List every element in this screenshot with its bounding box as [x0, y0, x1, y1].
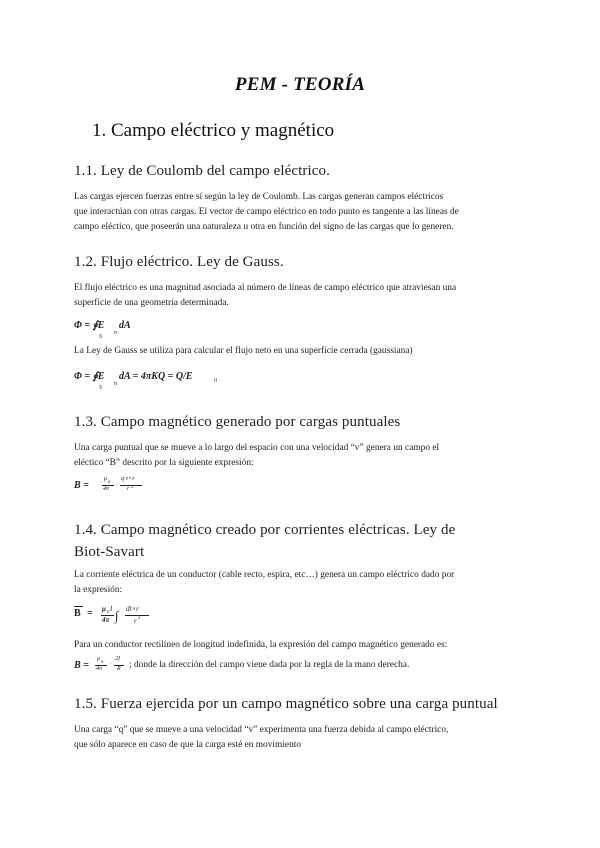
- heading-line: Biot-Savart: [74, 544, 145, 560]
- text-line: superficie de una geometría determinada.: [74, 298, 229, 308]
- eq-wire-dot: ·: [110, 661, 112, 667]
- eq-pc-den1: 4π: [103, 486, 110, 492]
- fraction-bar: [125, 615, 149, 616]
- text-line: Una carga “q” que se mueve a una velocidad “v” experimenta una fuerza debida al campo eléctrico,: [74, 725, 449, 735]
- eq-bs-num2: dl×r: [126, 605, 139, 613]
- eq-wire-num2: 2I: [115, 656, 120, 662]
- eq-wire-num1: μ: [97, 656, 101, 662]
- text-line: la expresión:: [74, 585, 123, 595]
- eq-wire-lhs: B =: [74, 660, 89, 671]
- section-heading-1-1: 1.1. Ley de Coulomb del campo eléctrico.: [74, 163, 331, 179]
- eq-flux-rhs: dA: [119, 320, 131, 331]
- section-heading-1-3: 1.3. Campo magnético generado por cargas puntuales: [74, 414, 401, 430]
- text-line: Una carga puntual que se mueve a lo largo del espacio con una velocidad “v” genera un campo el: [74, 443, 440, 453]
- text-line: eléctico “B” descrito por la siguiente expresión:: [74, 458, 254, 468]
- eq-pc-den2-sup: 2: [131, 484, 134, 489]
- chapter-heading: 1. Campo eléctrico y magnético: [92, 120, 335, 141]
- eq-bs-num1-tail: I: [110, 605, 113, 613]
- eq-bs-den2-sup: 2: [138, 615, 141, 620]
- eq-pc-den2: r: [127, 486, 130, 492]
- paragraph-1-5: [74, 723, 534, 753]
- eq-gauss-lhs: Φ = ∮E: [74, 371, 105, 382]
- paragraph-1-3: [74, 441, 534, 471]
- equation-gauss: [74, 371, 217, 391]
- equation-point-charge: [74, 476, 194, 500]
- section-heading-1-5: 1.5. Fuerza ejercida por un campo magnético sobre una carga puntual: [74, 696, 498, 712]
- eq-wire-inline-text: ; donde la dirección del campo viene dada por la regla de la mano derecha.: [129, 660, 410, 670]
- eq-gauss-sub-s: S: [99, 385, 102, 391]
- eq-pc-dot: ·: [117, 481, 119, 487]
- eq-wire-den2: R: [117, 666, 121, 672]
- equation-wire: [74, 656, 534, 680]
- eq-bs-lhs: B: [74, 608, 81, 619]
- eq-flux-lhs: Φ = ∮E: [74, 320, 105, 331]
- eq-bs-eq: =: [87, 608, 93, 619]
- document-title: PEM - TEORÍA: [234, 74, 366, 95]
- eq-gauss-sub-0: 0: [214, 378, 217, 384]
- eq-pc-num1: μ: [104, 476, 108, 482]
- eq-bs-num1-sub: 0: [107, 609, 110, 614]
- section-heading-1-2: 1.2. Flujo eléctrico. Ley de Gauss.: [74, 254, 284, 270]
- eq-flux-sub-n: n: [114, 330, 117, 336]
- heading-line: 1.4. Campo magnético creado por corrientes eléctricas. Ley de: [74, 522, 456, 538]
- eq-pc-lhs: B =: [74, 480, 89, 491]
- eq-wire-num1-sub: 0: [101, 659, 104, 664]
- text-line: La corriente eléctrica de un conductor (cable recto, espira, etc…) genera un campo eléctrico dado por: [74, 570, 455, 580]
- eq-wire-den1: 4π: [96, 666, 103, 672]
- eq-pc-num2: q v×r: [121, 476, 135, 482]
- section-heading-1-4: [74, 519, 455, 563]
- paragraph-1-4: [74, 568, 534, 598]
- equation-biot-savart: [74, 605, 194, 634]
- eq-bs-num1: μ: [102, 605, 106, 613]
- eq-pc-num1-sub: 0: [108, 479, 111, 484]
- eq-bs-den1: 4π: [102, 616, 110, 624]
- eq-bs-integral: ∫: [115, 608, 119, 623]
- eq-gauss-rhs: dA = 4πKQ = Q/E: [119, 371, 193, 382]
- eq-bs-den2: r: [134, 617, 137, 625]
- text-line: El flujo eléctrico es una magnitud asociada al número de líneas de campo eléctrico que atraviesan una: [74, 283, 457, 293]
- text-line: Las cargas ejercen fuerzas entre sí según la ley de Coulomb. Las cargas generan campos eléctricos: [74, 192, 444, 202]
- equation-flux: [74, 320, 131, 340]
- text-line: que interactúan con otras cargas. El vector de campo eléctrico en todo punto es tangente a las líneas de: [74, 207, 459, 217]
- paragraph-1-2: [74, 281, 534, 311]
- paragraph-gauss: La Ley de Gauss se utiliza para calcular el flujo neto en una superficie cerrada (gaussiana): [74, 346, 413, 356]
- paragraph-wire: Para un conductor rectilíneo de longitud indefinida, la expresión del campo magnético generado es:: [74, 640, 448, 650]
- paragraph-1-1: [74, 190, 534, 235]
- eq-gauss-sub-n: n: [114, 381, 117, 387]
- text-line: que sólo aparece en caso de que la carga esté en movimiento: [74, 740, 302, 750]
- eq-flux-sub-s: S: [99, 334, 102, 340]
- vector-overline: [74, 606, 83, 607]
- text-line: campo eléctico, que poseerán una naturaleza u otra en función del signo de las cargas que lo generen.: [74, 222, 454, 232]
